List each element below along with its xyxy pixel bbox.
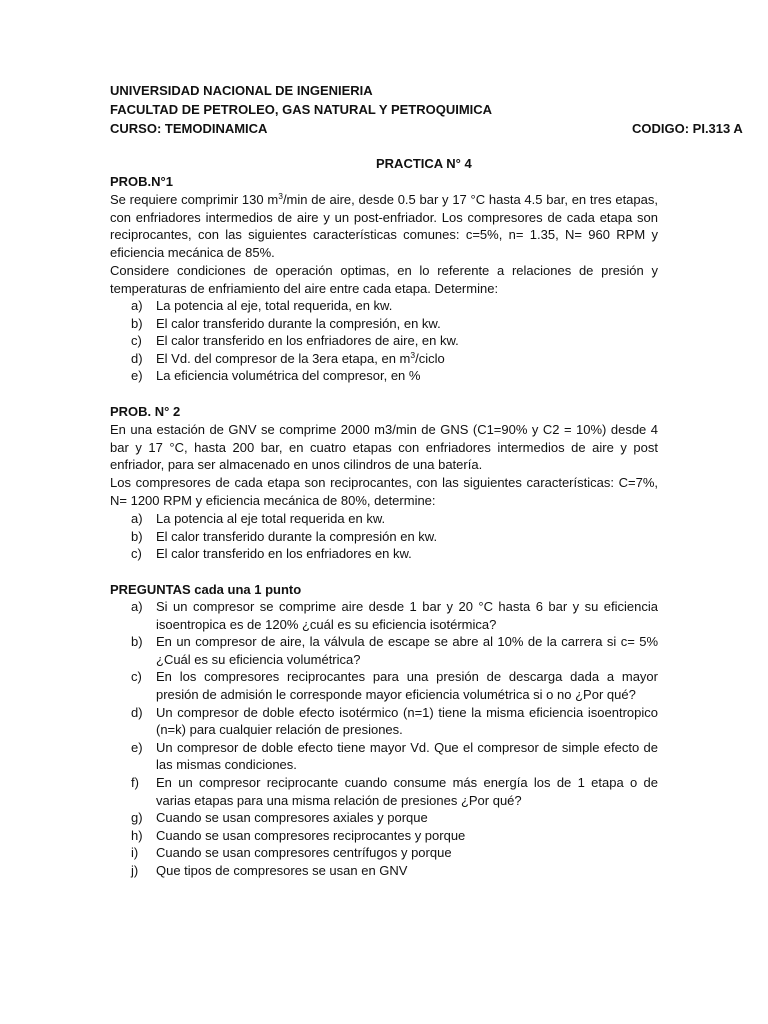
prob1-list	[110, 297, 658, 385]
list-item: a) La potencia al eje total requerida en kw.	[131, 511, 386, 526]
list-item: c) El calor transferido en los enfriadores en kw.	[131, 546, 412, 562]
course-line	[110, 120, 743, 138]
prob2-heading: PROB. N° 2	[110, 404, 181, 419]
question-item: b) En un compresor de aire, la válvula de escape se abre al 10% de la carrera si c= 5% ¿Cuál es su eficiencia volumétrica?	[131, 634, 658, 667]
prob2-intro2: Los compresores de cada etapa son reciprocantes, con las siguientes características: C=7%, N= 1200 RPM y eficiencia mecánica de 80%, determine:	[110, 475, 658, 508]
prob1-intro: Se requiere comprimir 130 $m^3/\min$ de aire, desde 0.5 bar y 17 °C hasta 4.5 bar, en tres etapas, con enfriadores intermedios de aire y un post-enfriador. Los compresores de cada etapa son reciprocantes, con las siguientes características comunes: c=5%, n= 1.35, N= 960 RPM y eficiencia mecánica de 85%.	[110, 191, 658, 260]
question-item: j) Que tipos de compresores se usan en GNV	[131, 862, 408, 878]
list-item: b) El calor transferido durante la compresión, en kw.	[131, 315, 441, 331]
prob2-intro: En una estación de GNV se comprime 2000 m3/min de GNS (C1=90% y C2 = 10%) desde 4 bar y 17 °C, hasta 200 bar, en cuatro etapas con enfriadores intermedios de aire y post enfriador, para ser almacenado en unos cilindros de una batería.	[110, 422, 658, 473]
list-item: e) La eficiencia volumétrica del compresor, en %	[131, 368, 421, 384]
list-item: d) El Vd. del compresor de la 3era etapa, en $m^3$/ciclo	[131, 349, 445, 366]
question-item: h) Cuando se usan compresores reciprocantes y porque	[131, 827, 466, 843]
university-name: UNIVERSIDAD NACIONAL DE INGENIERIA	[110, 83, 373, 98]
questions-list	[110, 598, 658, 880]
list-item: b) El calor transferido durante la compresión en kw.	[131, 528, 438, 544]
questions-heading: PREGUNTAS cada una 1 punto	[110, 582, 302, 597]
question-item: a) Si un compresor se comprime aire desde 1 bar y 20 °C hasta 6 bar y su eficiencia isoentropica es de 120% ¿cuál es su eficiencia isotérmica?	[131, 599, 658, 632]
faculty-name: FACULTAD DE PETROLEO, GAS NATURAL Y PETROQUIMICA	[110, 102, 493, 117]
question-item: g) Cuando se usan compresores axiales y porque	[131, 810, 428, 826]
question-item: e) Un compresor de doble efecto tiene mayor Vd. Que el compresor de simple efecto de las mismas condiciones.	[131, 739, 658, 773]
list-item: c) El calor transferido en los enfriadores de aire, en kw.	[131, 333, 459, 349]
list-item: a) La potencia al eje, total requerida, en kw.	[131, 298, 393, 313]
question-item: c) En los compresores reciprocantes para una presión de descarga dada a mayor presión de admisión le corresponde mayor eficiencia volumétrica si o no ¿Por qué?	[131, 669, 658, 702]
prob1-heading: PROB.N°1	[110, 174, 173, 189]
course-code: CODIGO: PI.313 A	[632, 121, 743, 136]
prob1-intro2: Considere condiciones de operación optimas, en lo referente a relaciones de presión y temperaturas de enfriamiento del aire entre cada etapa. Determine:	[110, 263, 658, 296]
question-item: f) En un compresor reciprocante cuando consume más energía los de 1 etapa o de varias etapas para una misma relación de presiones ¿Por qué?	[131, 774, 658, 808]
course-label: CURSO: TEMODINAMICA	[110, 121, 268, 136]
prob2-list	[110, 510, 658, 563]
question-item: i) Cuando se usan compresores centrífugos y porque	[131, 845, 452, 861]
question-item: d) Un compresor de doble efecto isotérmico (n=1) tiene la misma eficiencia isoentropico (n=k) para cualquier relación de presiones.	[131, 704, 658, 738]
practice-title: PRACTICA N° 4	[376, 156, 472, 171]
